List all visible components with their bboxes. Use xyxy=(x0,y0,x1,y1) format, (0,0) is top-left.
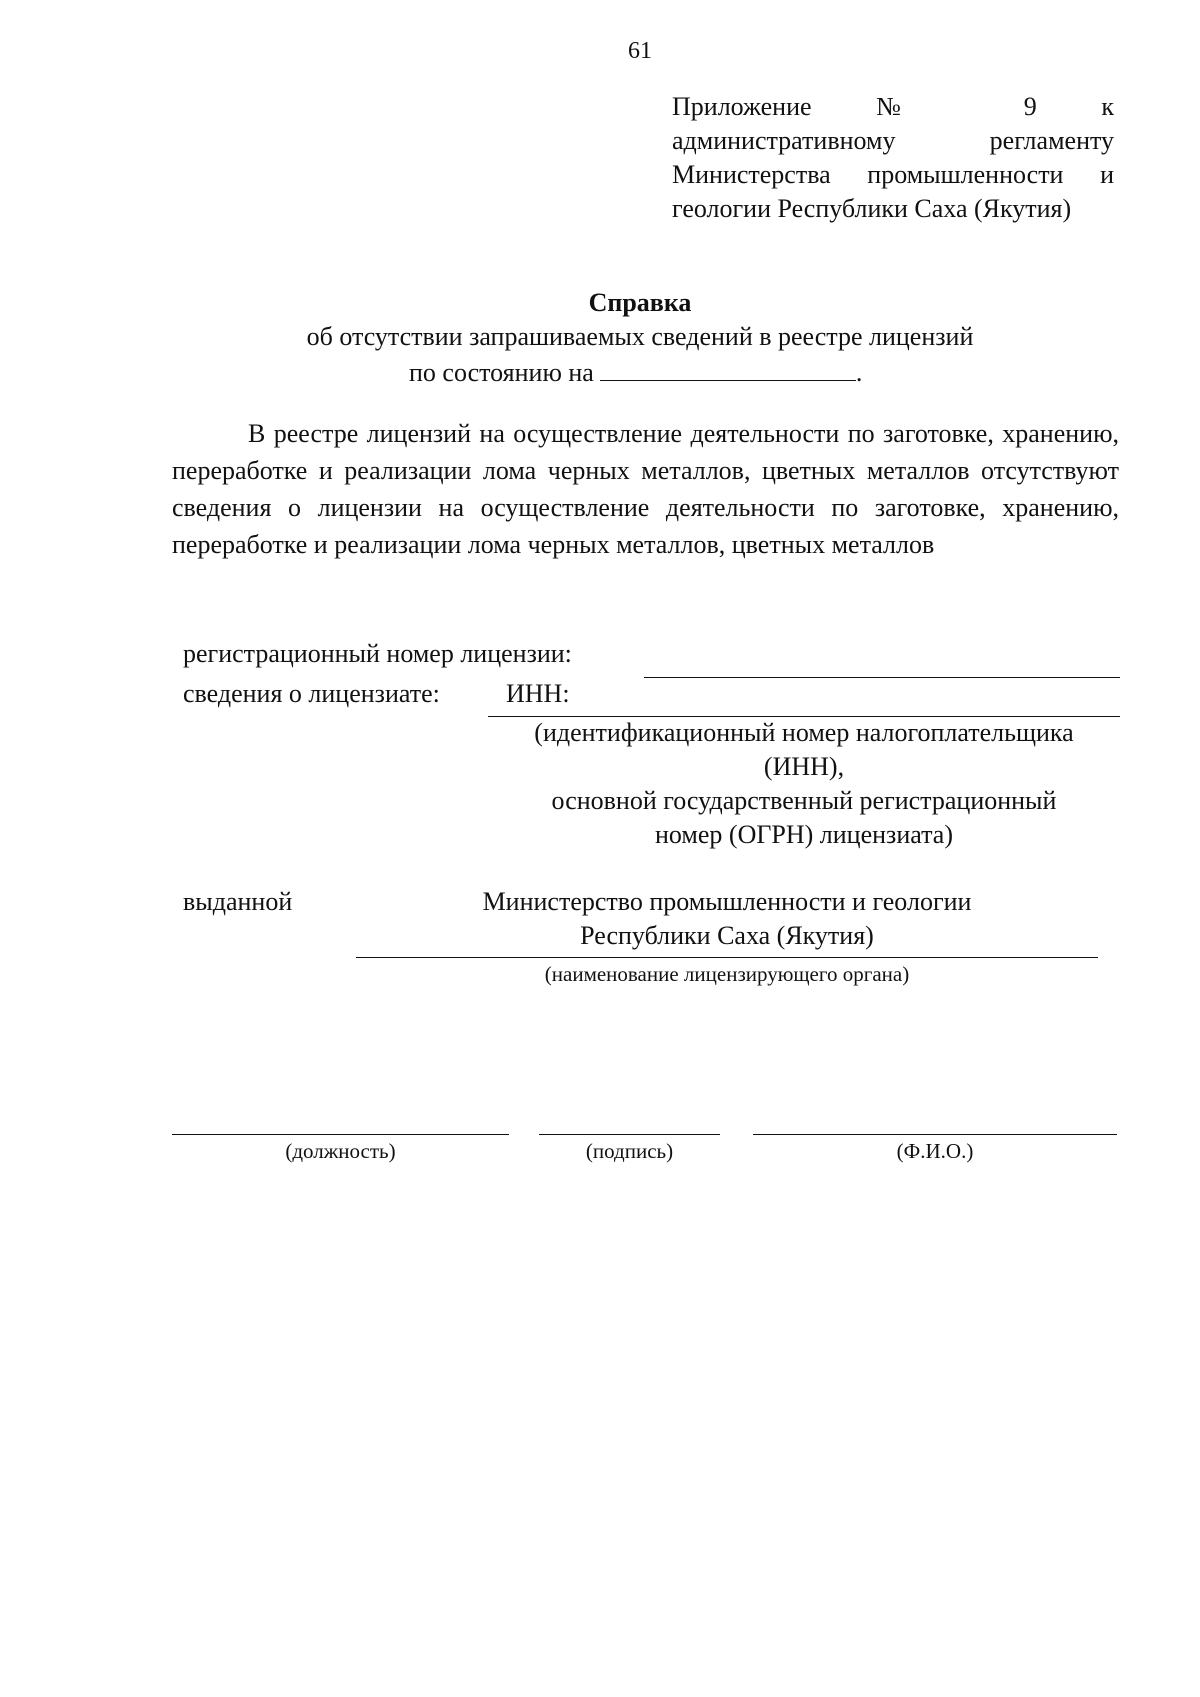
appendix-word: 9 xyxy=(1023,92,1037,121)
appendix-line-3 xyxy=(672,158,1114,192)
name-caption: (Ф.И.О.) xyxy=(896,1139,974,1163)
appendix-word: № xyxy=(876,92,960,121)
date-line xyxy=(409,354,862,390)
inn-caption-line: номер (ОГРН) лицензиата) xyxy=(655,820,953,849)
appendix-word: к xyxy=(1101,92,1114,121)
authority-line: Республики Саха (Якутия) xyxy=(580,921,874,950)
date-prefix: по состоянию на xyxy=(409,358,594,387)
page-number: 61 xyxy=(628,38,652,64)
appendix-line-1 xyxy=(672,90,1114,124)
authority-blank-line xyxy=(356,957,1098,958)
appendix-word: и xyxy=(1100,160,1114,189)
appendix-word: Министерства xyxy=(672,160,831,189)
inn-label: ИНН: xyxy=(506,679,570,708)
authority-line: Министерство промышленности и геологии xyxy=(482,887,972,916)
date-suffix: . xyxy=(855,358,863,387)
appendix-line-4: геологии Республики Саха (Якутия) xyxy=(672,194,1072,223)
reg-number-label: регистрационный номер лицензии: xyxy=(183,639,572,668)
reg-number-blank-line xyxy=(644,677,1120,678)
signature-caption: (подпись) xyxy=(585,1139,674,1163)
authority-caption: (наименование лицензирующего органа) xyxy=(544,962,910,986)
position-caption: (должность) xyxy=(285,1139,396,1163)
licensee-label: сведения о лицензиате: xyxy=(183,679,440,708)
date-blank-field xyxy=(600,354,856,381)
appendix-line-2 xyxy=(672,124,1114,158)
inn-caption-line: (идентификационный номер налогоплательщика xyxy=(534,718,1074,747)
appendix-word: промышленности xyxy=(867,160,1064,189)
appendix-reference xyxy=(672,90,1114,226)
position-blank-line xyxy=(172,1134,509,1135)
appendix-word: Приложение xyxy=(672,92,812,121)
name-blank-line xyxy=(753,1134,1117,1135)
inn-caption-line: основной государственный регистрационный xyxy=(551,786,1057,815)
body-paragraph: В реестре лицензий на осуществление деятельности по заготовке, хранению, переработке и реализации лома черных металлов, цветных металлов отсутствуют сведения о лицензии на осуществление деятельности по заготовке, хранению, переработке и реализации лома черных металлов, цветных металлов xyxy=(172,419,1119,559)
inn-caption xyxy=(488,716,1120,852)
issued-label: выданной xyxy=(183,887,293,916)
inn-caption-line: (ИНН), xyxy=(763,752,845,781)
licensing-authority xyxy=(356,885,1098,953)
document-title: Справка xyxy=(588,288,692,317)
appendix-word: регламенту xyxy=(989,126,1114,155)
document-subtitle: об отсутствии запрашиваемых сведений в реестре лицензий xyxy=(306,322,974,351)
signature-blank-line xyxy=(539,1134,720,1135)
appendix-word: административному xyxy=(672,126,896,155)
